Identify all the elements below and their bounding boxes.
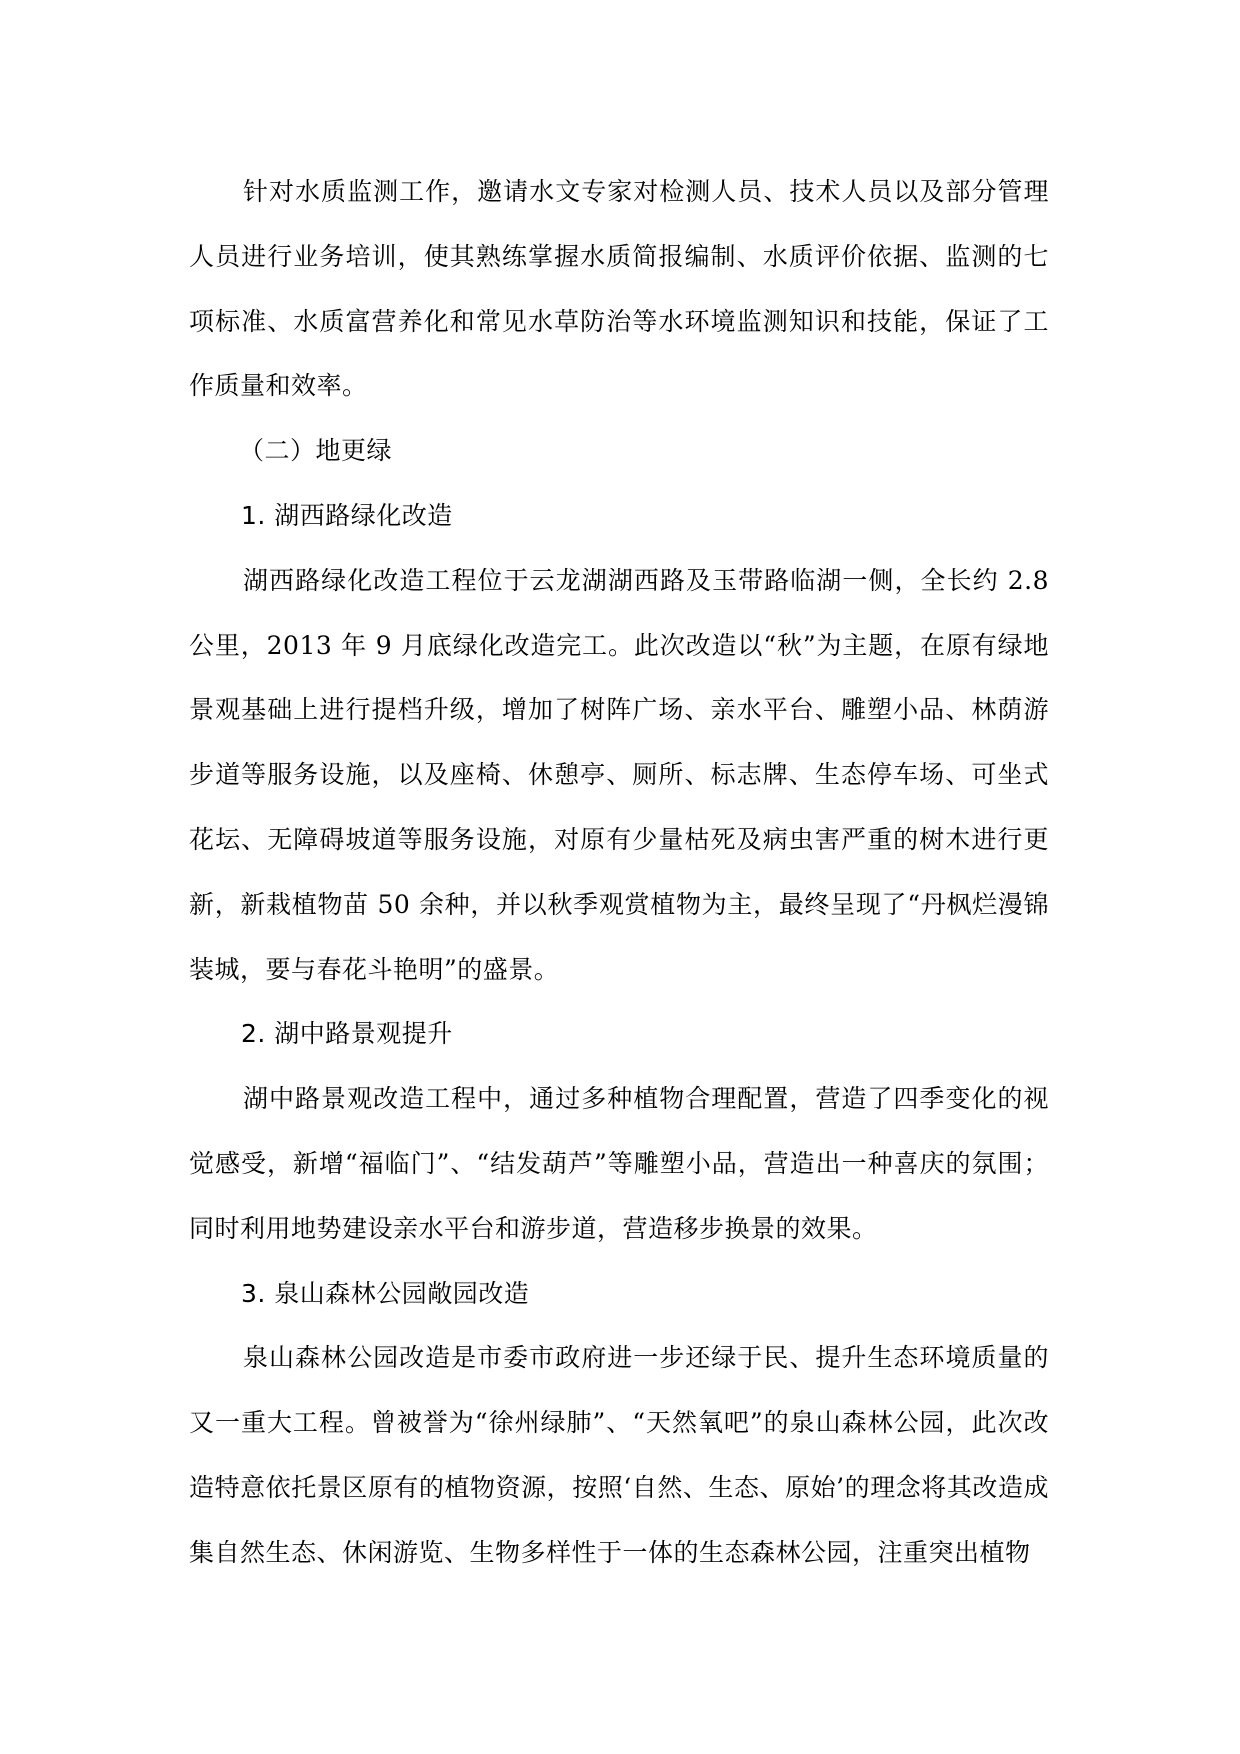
paragraph-huzhong-road-landscape: 湖中路景观改造工程中，通过多种植物合理配置，营造了四季变化的视觉感受，新增“福临门”、“结发葫芦”等雕塑小品，营造出一种喜庆的氛围；同时利用地势建设亲水平台和游步道，营造移步换景的效果。 xyxy=(189,1084,1049,1243)
paragraph-water-monitoring-training: 针对水质监测工作，邀请水文专家对检测人员、技术人员以及部分管理人员进行业务培训，使其熟练掌握水质简报编制、水质评价依据、监测的七项标准、水质富营养化和常见水草防治等水环境监测知识和技能，保证了工作质量和效率。 xyxy=(189,177,1049,401)
section-heading-greener-land: （二）地更绿 xyxy=(239,436,393,466)
subsection-heading-huxi-road: 1. 湖西路绿化改造 xyxy=(241,500,453,530)
paragraph-huxi-road-greening: 湖西路绿化改造工程位于云龙湖湖西路及玉带路临湖一侧，全长约 2.8 公里，2013 年 9 月底绿化改造完工。此次改造以“秋”为主题，在原有绿地景观基础上进行提档升级，增加了树阵广场、亲水平台、雕塑小品、林荫游步道等服务设施，以及座椅、休憩亭、厕所、标志牌、生态停车场、可坐式花坛、无障碍坡道等服务设施，对原有少量枯死及病虫害严重的树木进行更新，新栽植物苗 50 余种，并以秋季观赏植物为主，最终呈现了“丹枫烂漫锦装城，要与春花斗艳明”的盛景。 xyxy=(189,565,1049,984)
subsection-heading-quanshan-park: 3. 泉山森林公园敞园改造 xyxy=(241,1278,530,1308)
document-body xyxy=(189,160,1049,1586)
paragraph-quanshan-park-renovation: 泉山森林公园改造是市委市政府进一步还绿于民、提升生态环境质量的又一重大工程。曾被誉为“徐州绿肺”、“天然氧吧”的泉山森林公园，此次改造特意依托景区原有的植物资源，按照‘自然、生态、原始’的理念将其改造成集自然生态、休闲游览、生物多样性于一体的生态森林公园，注重突出植物 xyxy=(189,1343,1049,1567)
subsection-heading-huzhong-road: 2. 湖中路景观提升 xyxy=(241,1019,453,1049)
